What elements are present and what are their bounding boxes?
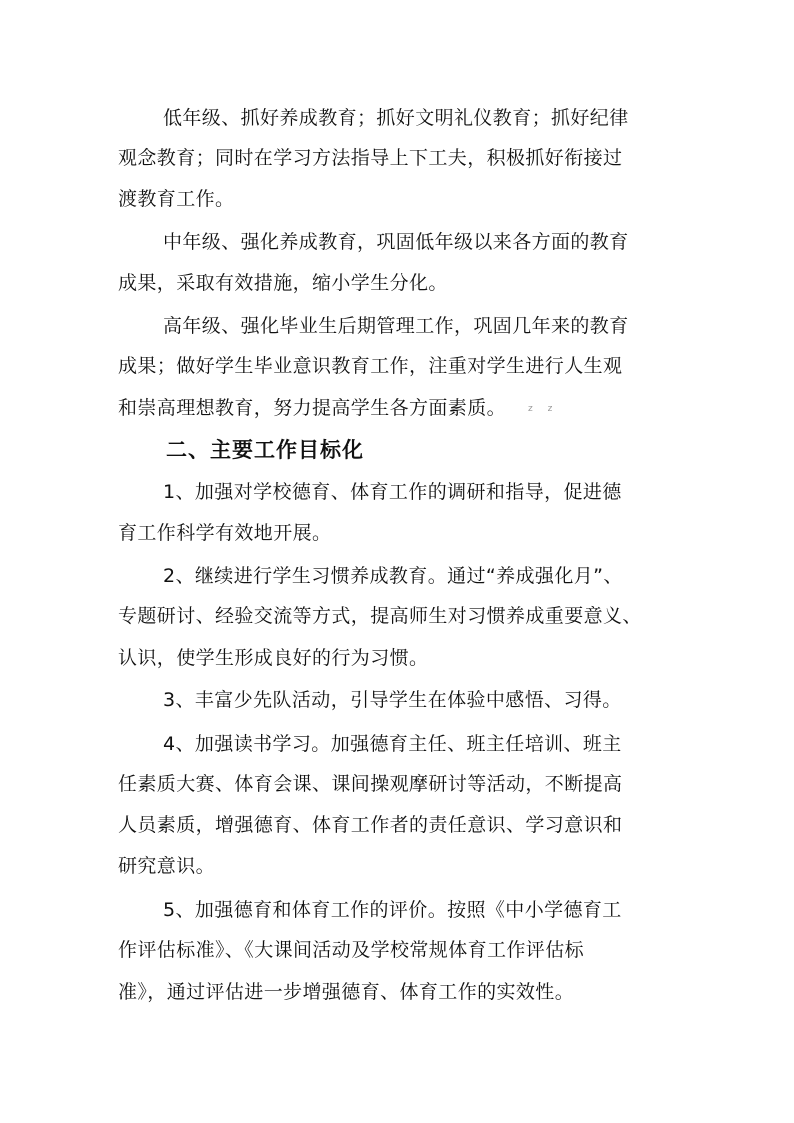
list-item-line: 人员素质，增强德育、体育工作者的责任意识、学习意识和 (118, 814, 623, 836)
section-heading: 二、主要工作目标化 (166, 438, 364, 462)
list-item-line: 认识，使学生形成良好的行为习惯。 (118, 647, 429, 669)
list-item-line: 2、继续进行学生习惯养成教育。通过“养成强化月”、 (163, 565, 623, 587)
list-item-line: 4、加强读书学习。加强德育主任、班主任培训、班主 (163, 733, 622, 755)
paragraph-line: 中年级、强化养成教育，巩固低年级以来各方面的教育 (163, 231, 629, 253)
paragraph-line (118, 396, 558, 421)
paragraph-line: 成果；做好学生毕业意识教育工作，注重对学生进行人生观 (118, 355, 623, 377)
list-item-line: 5、加强德育和体育工作的评价。按照《中小学德育工 (163, 899, 622, 921)
paragraph-line: 高年级、强化毕业生后期管理工作，巩固几年来的教育 (163, 315, 629, 337)
paragraph-line: 渡教育工作。 (118, 188, 235, 210)
list-item-line: 专题研讨、经验交流等方式，提高师生对习惯养成重要意义、 (118, 605, 642, 627)
paragraph-line: 成果，采取有效措施，缩小学生分化。 (118, 272, 448, 294)
paragraph-text: 和崇高理想教育，努力提高学生各方面素质。 (118, 397, 507, 419)
list-item-line: 3、丰富少先队活动，引导学生在体验中感悟、习得。 (163, 689, 622, 711)
paragraph-line: 低年级、抓好养成教育；抓好文明礼仪教育；抓好纪律 (163, 107, 629, 129)
list-item-line: 准》，通过评估进一步增强德育、体育工作的实效性。 (118, 981, 575, 1003)
list-item-line: 育工作科学有效地开展。 (118, 522, 332, 544)
list-item-line: 任素质大赛、体育会课、课间操观摩研讨等活动，不断提高 (118, 773, 623, 795)
trailing-marks: z z (528, 403, 559, 414)
paragraph-line: 观念教育；同时在学习方法指导上下工夫，积极抓好衔接过 (118, 147, 623, 169)
list-item-line: 1、加强对学校德育、体育工作的调研和指导，促进德 (163, 481, 622, 503)
list-item-line: 研究意识。 (118, 855, 216, 877)
list-item-line: 作评估标准》、《大课间活动及学校常规体育工作评估标 (118, 939, 585, 961)
